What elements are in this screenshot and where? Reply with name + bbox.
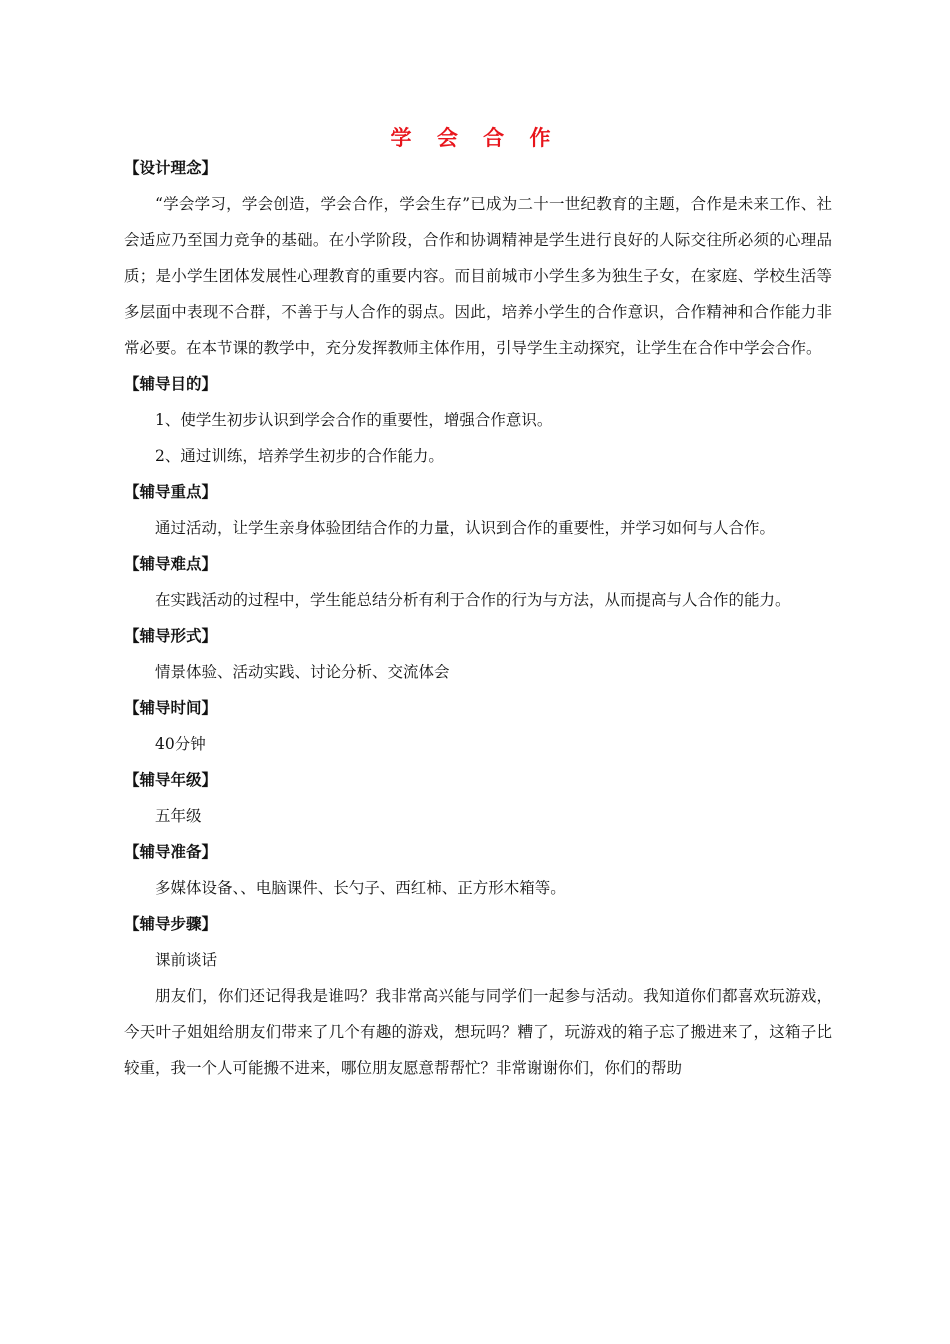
grade-text: 五年级 — [155, 807, 202, 825]
goal-item-1: 1、使学生初步认识到学会合作的重要性，增强合作意识。 — [155, 411, 553, 429]
difficulty-paragraph: 在实践活动的过程中，学生能总结分析有利于合作的行为与方法，从而提高与人合作的能力。 — [155, 591, 791, 609]
prep-text: 多媒体设备、、电脑课件、长勺子、西红柿、正方形木箱等。 — [155, 879, 566, 897]
section-heading-design: 【设计理念】 — [124, 158, 218, 177]
time-text: 40分钟 — [155, 735, 206, 753]
form-text: 情景体验、活动实践、讨论分析、交流体会 — [155, 663, 450, 681]
section-heading-difficulty: 【辅导难点】 — [124, 554, 218, 573]
document-title: 学 会 合 作 — [390, 125, 560, 150]
section-heading-focus: 【辅导重点】 — [124, 482, 218, 501]
design-paragraph: “学会学习，学会创造，学会合作，学会生存”已成为二十一世纪教育的主题，合作是未来工作、社会适应乃至国力竞争的基础。在小学阶段，合作和协调精神是学生进行良好的人际交往所必须的心理品质；是小学生团体发展性心理教育的重要内容。而目前城市小学生多为独生子女，在家庭、学校生活等多层面中表现不合群，不善于与人合作的弱点。因此，培养小学生的合作意识，合作精神和合作能力非常必要。在本节课的教学中，充分发挥教师主体作用，引导学生主动探究，让学生在合作中学会合作。 — [124, 195, 832, 357]
section-heading-form: 【辅导形式】 — [124, 626, 218, 645]
document-body — [124, 150, 832, 1086]
steps-subheading: 课前谈话 — [155, 951, 218, 969]
section-heading-goal: 【辅导目的】 — [124, 374, 218, 393]
steps-paragraph: 朋友们，你们还记得我是谁吗？我非常高兴能与同学们一起参与活动。我知道你们都喜欢玩游戏，今天叶子姐姐给朋友们带来了几个有趣的游戏，想玩吗？糟了，玩游戏的箱子忘了搬进来了，这箱子比较重，我一个人可能搬不进来，哪位朋友愿意帮帮忙？非常谢谢你们，你们的帮助 — [124, 987, 832, 1077]
section-heading-time: 【辅导时间】 — [124, 698, 218, 717]
focus-paragraph: 通过活动，让学生亲身体验团结合作的力量，认识到合作的重要性，并学习如何与人合作。 — [155, 519, 776, 537]
section-heading-steps: 【辅导步骤】 — [124, 914, 218, 933]
section-heading-prep: 【辅导准备】 — [124, 842, 218, 861]
section-heading-grade: 【辅导年级】 — [124, 770, 218, 789]
goal-item-2: 2、通过训练，培养学生初步的合作能力。 — [155, 447, 444, 465]
